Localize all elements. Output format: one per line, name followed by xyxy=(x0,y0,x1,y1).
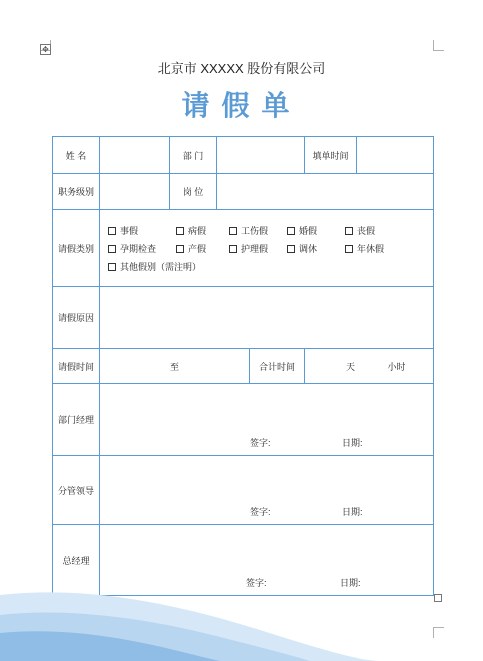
total-label: 合计时间 xyxy=(250,349,305,384)
leave-type-option[interactable]: 其他假别（需注明） xyxy=(108,260,395,273)
leave-type-label: 请假类别 xyxy=(53,210,100,287)
leave-type-option[interactable]: 病假 xyxy=(176,224,229,237)
general-manager-label: 总经理 xyxy=(53,525,100,596)
leave-type-option[interactable]: 婚假 xyxy=(287,224,345,237)
leave-form-table xyxy=(52,136,434,596)
checkbox-icon xyxy=(176,245,184,253)
crop-mark-top-right xyxy=(433,40,444,51)
checkbox-icon xyxy=(108,263,116,271)
day-label: 天 xyxy=(346,361,356,372)
leave-type-option[interactable]: 年休假 xyxy=(345,242,395,255)
reason-label: 请假原因 xyxy=(53,287,100,349)
table-row xyxy=(53,349,434,384)
leave-type-option[interactable]: 调休 xyxy=(287,242,345,255)
job-level-cell[interactable] xyxy=(100,174,170,210)
division-leader-sign-cell[interactable] xyxy=(100,456,434,525)
leave-type-option[interactable]: 产假 xyxy=(176,242,229,255)
time-range-cell[interactable] xyxy=(100,349,250,384)
job-level-label: 职务级别 xyxy=(53,174,100,210)
table-row xyxy=(53,384,434,456)
checkbox-icon xyxy=(287,245,295,253)
sign-label: 签字: xyxy=(250,507,271,517)
checkbox-icon xyxy=(108,227,116,235)
name-label: 姓 名 xyxy=(53,137,100,174)
total-cell[interactable] xyxy=(305,349,434,384)
dept-label: 部 门 xyxy=(170,137,217,174)
leave-type-options xyxy=(100,210,434,287)
fill-time-label: 填单时间 xyxy=(305,137,357,174)
leave-type-option[interactable]: 孕期检查 xyxy=(108,242,176,255)
leave-type-option[interactable]: 丧假 xyxy=(345,224,395,237)
dept-cell[interactable] xyxy=(217,137,305,174)
checkbox-icon xyxy=(345,227,353,235)
checkbox-icon xyxy=(229,227,237,235)
table-row xyxy=(53,174,434,210)
company-name: 北京市 XXXXX 股份有限公司 xyxy=(157,61,326,76)
table-row xyxy=(53,287,434,349)
dept-manager-sign-cell[interactable] xyxy=(100,384,434,456)
date-label: 日期: xyxy=(342,507,363,517)
checkbox-icon xyxy=(345,245,353,253)
dept-manager-label: 部门经理 xyxy=(53,384,100,456)
hour-label: 小时 xyxy=(387,361,406,372)
checkbox-icon xyxy=(287,227,295,235)
form-title: 请假单 xyxy=(181,90,302,121)
fill-time-cell[interactable] xyxy=(357,137,434,174)
leave-type-option[interactable]: 工伤假 xyxy=(229,224,287,237)
table-move-handle-icon[interactable]: ✥ xyxy=(40,44,51,55)
table-row xyxy=(53,456,434,525)
reason-cell[interactable] xyxy=(100,287,434,349)
time-label: 请假时间 xyxy=(53,349,100,384)
checkbox-icon xyxy=(176,227,184,235)
to-label: 至 xyxy=(169,361,179,372)
name-cell[interactable] xyxy=(100,137,170,174)
leave-type-option[interactable]: 事假 xyxy=(108,224,176,237)
division-leader-label: 分管领导 xyxy=(53,456,100,525)
date-label: 日期: xyxy=(342,438,363,448)
position-label: 岗 位 xyxy=(170,174,217,210)
sign-label: 签字: xyxy=(250,438,271,448)
position-cell[interactable] xyxy=(217,174,434,210)
checkbox-icon xyxy=(108,245,116,253)
table-row xyxy=(53,210,434,287)
table-row xyxy=(53,137,434,174)
decorative-wave xyxy=(0,575,483,661)
date-label: 日期: xyxy=(340,578,361,588)
sign-label: 签字: xyxy=(246,578,267,588)
leave-type-option[interactable]: 护理假 xyxy=(229,242,287,255)
checkbox-icon xyxy=(229,245,237,253)
